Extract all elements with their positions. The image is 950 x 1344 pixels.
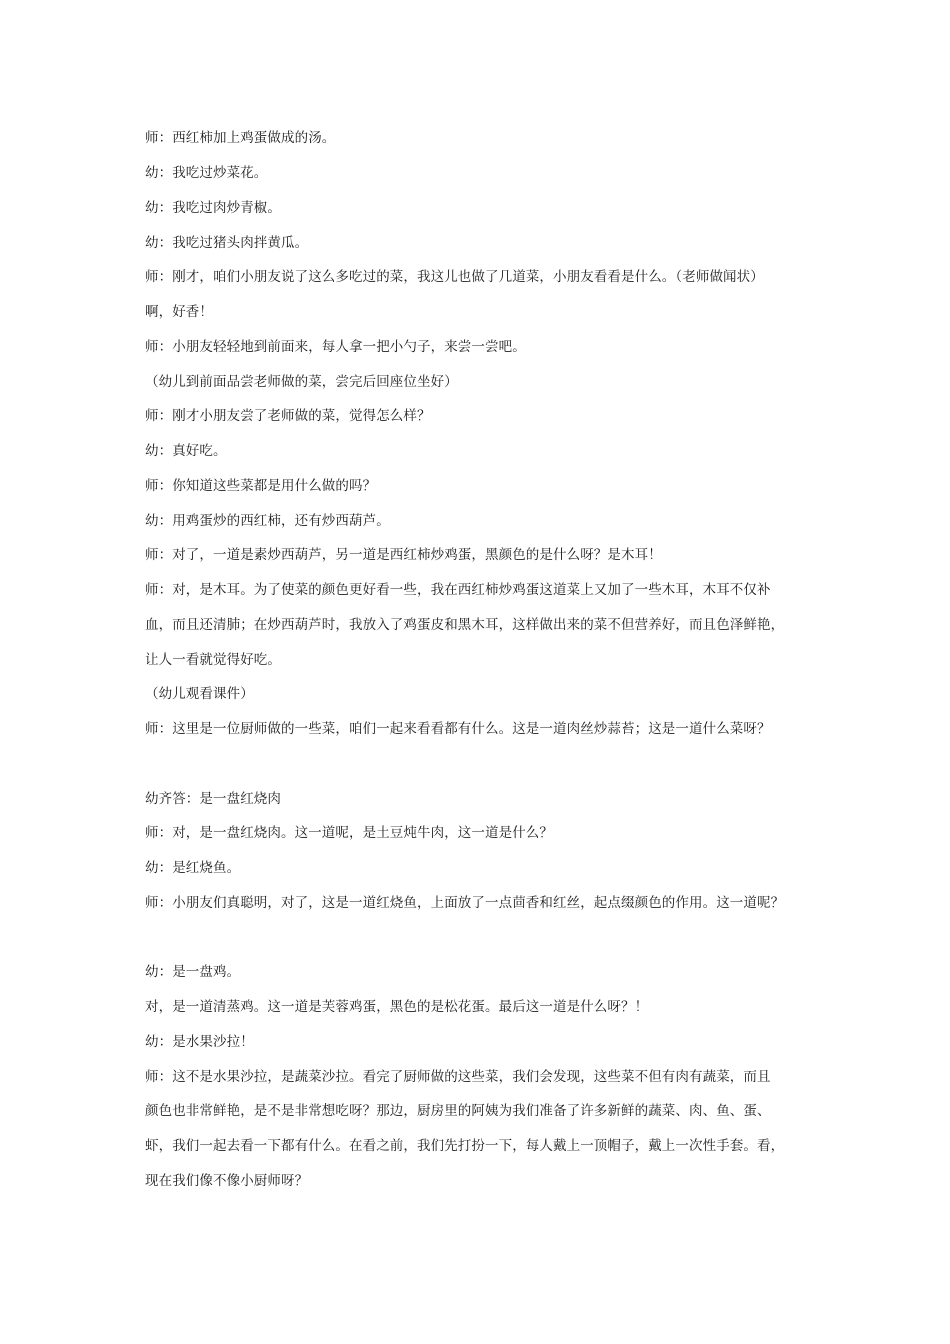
text-line: 幼：真好吃。 [145, 443, 227, 459]
text-line: 血，而且还清肺；在炒西葫芦时，我放入了鸡蛋皮和黑木耳，这样做出来的菜不但营养好，而且色泽鲜艳， [145, 617, 785, 633]
text-line: 幼：用鸡蛋炒的西红柿，还有炒西葫芦。 [145, 513, 390, 529]
text-line: 师：小朋友们真聪明，对了，这是一道红烧鱼，上面放了一点茴香和红丝，起点缀颜色的作用。这一道呢？ [145, 895, 785, 911]
text-line: 虾，我们一起去看一下都有什么。在看之前，我们先打扮一下，每人戴上一顶帽子，戴上一次性手套。看， [145, 1138, 785, 1154]
text-line: 幼齐答：是一盘红烧肉 [145, 791, 281, 807]
text-line: 幼：我吃过肉炒青椒。 [145, 200, 281, 216]
text-line: 让人一看就觉得好吃。 [145, 652, 281, 668]
text-line: 幼：是水果沙拉！ [145, 1034, 254, 1050]
text-line: 师：这不是水果沙拉，是蔬菜沙拉。看完了厨师做的这些菜，我们会发现，这些菜不但有肉有蔬菜，而且 [145, 1069, 771, 1085]
text-line: 幼：是红烧鱼。 [145, 860, 241, 876]
text-line: 幼：是一盘鸡。 [145, 964, 241, 980]
text-line: 师：对，是一盘红烧肉。这一道呢，是土豆炖牛肉，这一道是什么？ [145, 825, 553, 841]
text-line: 师：刚才小朋友尝了老师做的菜，觉得怎么样？ [145, 408, 431, 424]
text-line: 啊，好香！ [145, 304, 213, 320]
text-line: 师：对，是木耳。为了使菜的颜色更好看一些，我在西红柿炒鸡蛋这道菜上又加了一些木耳，木耳不仅补 [145, 582, 771, 598]
text-line: （幼儿观看课件） [145, 686, 254, 702]
text-line: 颜色也非常鲜艳，是不是非常想吃呀？那边，厨房里的阿姨为我们准备了许多新鲜的蔬菜、肉、鱼、蛋、 [145, 1103, 771, 1119]
text-line: 对，是一道清蒸鸡。这一道是芙蓉鸡蛋，黑色的是松花蛋。最后这一道是什么呀？！ [145, 999, 649, 1015]
text-line: 幼：我吃过猪头肉拌黄瓜。 [145, 235, 309, 251]
text-line: 师：西红柿加上鸡蛋做成的汤。 [145, 130, 336, 146]
text-line: 师：你知道这些菜都是用什么做的吗？ [145, 478, 377, 494]
text-line: 幼：我吃过炒菜花。 [145, 165, 268, 181]
text-line: 师：这里是一位厨师做的一些菜，咱们一起来看看都有什么。这是一道肉丝炒蒜苔；这是一道什么菜呀？ [145, 721, 771, 737]
text-line: 师：刚才，咱们小朋友说了这么多吃过的菜，我这儿也做了几道菜，小朋友看看是什么。（老师做闻状） [145, 269, 764, 285]
text-line: 现在我们像不像小厨师呀？ [145, 1173, 309, 1189]
text-line: 师：对了，一道是素炒西葫芦，另一道是西红柿炒鸡蛋，黑颜色的是什么呀？是木耳！ [145, 547, 662, 563]
text-line: （幼儿到前面品尝老师做的菜，尝完后回座位坐好） [145, 374, 458, 390]
text-line: 师：小朋友轻轻地到前面来，每人拿一把小勺子，来尝一尝吧。 [145, 339, 526, 355]
